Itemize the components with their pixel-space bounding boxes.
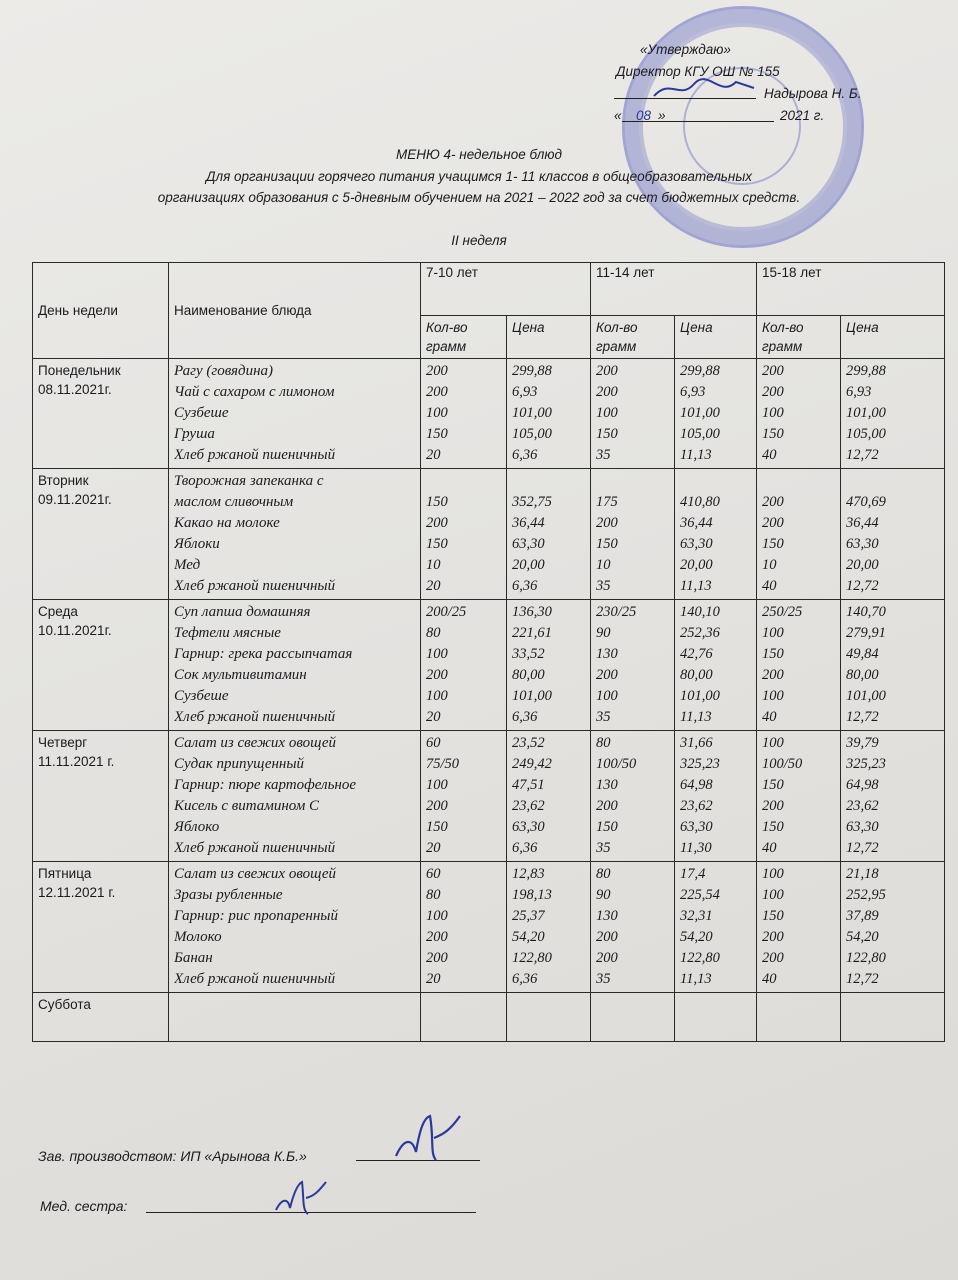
dish-name: Гарнир: грека рассыпчатая [174, 646, 353, 662]
dish-name: Банан [174, 950, 213, 966]
price-7-10-value: 47,51 [512, 777, 545, 793]
qty-7-10-value [426, 471, 501, 492]
price-11-14-value: 17,4 [680, 866, 706, 882]
qty-7-10-value: 20 [426, 709, 441, 725]
qty-11-14-value: 200 [596, 929, 618, 945]
qty-7-10-value: 150 [426, 819, 448, 835]
qty-11-14-value: 80 [596, 866, 611, 882]
price-15-18-value: 252,95 [846, 887, 886, 903]
day-row [33, 731, 945, 862]
price-15-18-value: 37,89 [846, 908, 879, 924]
price-11-14-value: 63,30 [680, 536, 713, 552]
dish-name: Гарнир: пюре картофельное [174, 777, 357, 793]
qty-7-10-value: 100 [426, 405, 448, 421]
price-7-10-value: 36,44 [512, 515, 545, 531]
qty-7-10-value: 150 [426, 536, 448, 552]
day-date: 09.11.2021г. [38, 492, 112, 507]
qty-11-14-value: 100 [596, 688, 618, 704]
dish-name: Зразы рубленные [174, 887, 283, 903]
dish-name: Какао на молоке [174, 515, 280, 531]
qty-15-18-value: 250/25 [762, 604, 803, 620]
price-15-18-value: 12,72 [846, 447, 879, 463]
price-11-14-value: 101,00 [680, 405, 720, 421]
qty-15-18-value: 40 [762, 709, 777, 725]
price-15-18-value: 49,84 [846, 646, 879, 662]
dish-name: Салат из свежих овощей [174, 866, 336, 882]
qty-15-18-value: 200 [762, 950, 784, 966]
qty-15-18-value: 40 [762, 447, 777, 463]
header-age-11-14: 11-14 лет [591, 263, 757, 316]
day-name: Суббота [33, 993, 169, 1042]
empty-cell [507, 993, 591, 1042]
header-qty-7-10: Кол-во грамм [421, 316, 507, 359]
qty-7-10-value: 80 [426, 625, 441, 641]
qty-15-18-value: 200 [762, 798, 784, 814]
price-11-14-value: 36,44 [680, 515, 713, 531]
production-signature [390, 1108, 470, 1168]
price-11-14-cell [675, 359, 757, 469]
price-11-14-value: 105,00 [680, 426, 720, 442]
day-name: Вторник [38, 473, 89, 488]
price-15-18-cell [841, 862, 945, 993]
qty-11-14-value: 35 [596, 840, 611, 856]
menu-title: МЕНЮ 4- недельное блюд [395, 147, 563, 162]
header-dish: Наименование блюда [169, 263, 421, 359]
price-11-14-value [680, 471, 751, 492]
price-7-10-value: 20,00 [512, 557, 545, 573]
price-15-18-value: 63,30 [846, 536, 879, 552]
qty-15-18-value: 100 [762, 866, 784, 882]
price-11-14-value: 64,98 [680, 777, 713, 793]
qty-7-10-value: 80 [426, 887, 441, 903]
price-15-18-value: 64,98 [846, 777, 879, 793]
price-11-14-value: 42,76 [680, 646, 713, 662]
qty-7-10-cell [421, 359, 507, 469]
qty-7-10-value: 150 [426, 494, 448, 510]
qty-15-18-value: 200 [762, 667, 784, 683]
nurse-signature-label: Мед. сестра: [40, 1198, 128, 1214]
price-11-14-value: 140,10 [680, 604, 720, 620]
dish-name: Яблоко [174, 819, 220, 835]
qty-15-18-value: 40 [762, 971, 777, 987]
price-7-10-value: 6,36 [512, 709, 538, 725]
qty-11-14-value: 90 [596, 887, 611, 903]
price-15-18-value: 12,72 [846, 578, 879, 594]
menu-subtitle-2: организациях образования с 5-дневным обучением на 2021 – 2022 год за счет бюджетных средств. [157, 190, 801, 205]
price-11-14-value: 122,80 [680, 950, 720, 966]
price-11-14-value: 32,31 [680, 908, 713, 924]
empty-cell [591, 993, 675, 1042]
dish-list [169, 600, 421, 731]
day-name: Среда [38, 604, 78, 619]
qty-7-10-value: 20 [426, 971, 441, 987]
price-11-14-value: 80,00 [680, 667, 713, 683]
qty-11-14-value: 80 [596, 735, 611, 751]
qty-15-18-value [762, 471, 835, 492]
price-15-18-value: 80,00 [846, 667, 879, 683]
price-7-10-value: 12,83 [512, 866, 545, 882]
dish-name: Хлеб ржаной пшеничный [174, 840, 336, 856]
qty-11-14-value [596, 471, 669, 492]
price-7-10-value: 63,30 [512, 819, 545, 835]
qty-11-14-value: 200 [596, 384, 618, 400]
price-11-14-value: 11,30 [680, 840, 712, 856]
qty-7-10-value: 100 [426, 908, 448, 924]
day-cell [33, 359, 169, 469]
price-15-18-value: 101,00 [846, 405, 886, 421]
qty-11-14-value: 175 [596, 494, 618, 510]
price-7-10-value: 23,52 [512, 735, 545, 751]
price-7-10-value: 6,36 [512, 578, 538, 594]
qty-7-10-value: 200 [426, 667, 448, 683]
qty-7-10-value: 100 [426, 688, 448, 704]
qty-7-10-value: 60 [426, 735, 441, 751]
price-7-10-value: 299,88 [512, 363, 552, 379]
qty-7-10-value: 200 [426, 515, 448, 531]
qty-7-10-cell [421, 600, 507, 731]
dish-list [169, 862, 421, 993]
price-7-10-value: 6,36 [512, 840, 538, 856]
day-name: Четверг [38, 735, 88, 750]
qty-7-10-value: 100 [426, 646, 448, 662]
qty-11-14-value: 35 [596, 709, 611, 725]
day-cell [33, 862, 169, 993]
qty-11-14-value: 150 [596, 819, 618, 835]
price-15-18-value: 36,44 [846, 515, 879, 531]
price-11-14-cell [675, 469, 757, 600]
qty-11-14-value: 90 [596, 625, 611, 641]
qty-15-18-cell [757, 862, 841, 993]
qty-15-18-value: 100 [762, 405, 784, 421]
price-15-18-value [846, 471, 939, 492]
approval-date-open: « [614, 108, 622, 123]
price-15-18-value: 21,18 [846, 866, 879, 882]
price-15-18-cell [841, 359, 945, 469]
dish-name: Яблоки [174, 536, 220, 552]
menu-subtitle-1: Для организации горячего питания учащимся 1- 11 классов в общеобразовательных [205, 169, 753, 184]
qty-11-14-cell [591, 359, 675, 469]
qty-7-10-cell [421, 862, 507, 993]
qty-15-18-value: 150 [762, 646, 784, 662]
price-7-10-cell [507, 731, 591, 862]
header-price-15-18: Цена [841, 316, 945, 359]
price-11-14-cell [675, 731, 757, 862]
qty-7-10-value: 60 [426, 866, 441, 882]
qty-15-18-value: 200 [762, 363, 784, 379]
qty-15-18-value: 150 [762, 777, 784, 793]
price-7-10-value: 33,52 [512, 646, 545, 662]
price-15-18-value: 279,91 [846, 625, 886, 641]
header-price-11-14: Цена [675, 316, 757, 359]
price-11-14-value: 225,54 [680, 887, 720, 903]
dish-name: Мед [174, 557, 201, 573]
price-15-18-value: 325,23 [846, 756, 886, 772]
price-7-10-value: 101,00 [512, 405, 552, 421]
price-7-10-value: 80,00 [512, 667, 545, 683]
price-15-18-value: 20,00 [846, 557, 879, 573]
qty-7-10-value: 150 [426, 426, 448, 442]
price-11-14-value: 11,13 [680, 971, 712, 987]
approval-year: 2021 г. [780, 108, 825, 123]
qty-15-18-value: 200 [762, 384, 784, 400]
qty-7-10-value: 200 [426, 384, 448, 400]
approval-date-day: 08 [636, 108, 652, 123]
price-7-10-value: 105,00 [512, 426, 552, 442]
empty-cell [169, 993, 421, 1042]
price-11-14-value: 20,00 [680, 557, 713, 573]
day-row [33, 359, 945, 469]
price-7-10-value: 6,36 [512, 971, 538, 987]
day-date: 08.11.2021г. [38, 382, 112, 397]
day-cell [33, 469, 169, 600]
qty-15-18-value: 200 [762, 929, 784, 945]
approve-label: «Утверждаю» [640, 42, 731, 57]
price-15-18-value: 12,72 [846, 971, 879, 987]
price-15-18-value: 122,80 [846, 950, 886, 966]
price-15-18-cell [841, 600, 945, 731]
qty-7-10-value: 200 [426, 950, 448, 966]
price-7-10-value: 136,30 [512, 604, 552, 620]
empty-cell [675, 993, 757, 1042]
price-11-14-value: 23,62 [680, 798, 713, 814]
qty-15-18-value: 150 [762, 426, 784, 442]
dish-name: маслом сливочным [174, 494, 294, 510]
dish-name: Хлеб ржаной пшеничный [174, 971, 336, 987]
director-signature [650, 74, 760, 104]
qty-15-18-value: 100/50 [762, 756, 803, 772]
qty-15-18-value: 150 [762, 536, 784, 552]
qty-7-10-value: 200 [426, 363, 448, 379]
day-name: Пятница [38, 866, 92, 881]
qty-15-18-cell [757, 600, 841, 731]
qty-11-14-value: 200 [596, 798, 618, 814]
price-7-10-cell [507, 469, 591, 600]
price-15-18-value: 39,79 [846, 735, 879, 751]
qty-11-14-value: 35 [596, 971, 611, 987]
price-11-14-value: 6,93 [680, 384, 706, 400]
menu-table [32, 262, 945, 1042]
qty-15-18-value: 40 [762, 840, 777, 856]
qty-15-18-value: 10 [762, 557, 777, 573]
day-cell [33, 731, 169, 862]
price-7-10-value: 6,36 [512, 447, 538, 463]
price-15-18-value: 23,62 [846, 798, 879, 814]
price-11-14-value: 101,00 [680, 688, 720, 704]
dish-name: Суп лапша домашняя [174, 604, 311, 620]
dish-name: Молоко [174, 929, 222, 945]
day-date: 12.11.2021 г. [38, 885, 116, 900]
qty-7-10-value: 100 [426, 777, 448, 793]
qty-11-14-value: 200 [596, 950, 618, 966]
dish-name: Гарнир: рис пропаренный [174, 908, 338, 924]
qty-7-10-value: 75/50 [426, 756, 460, 772]
price-7-10-value: 54,20 [512, 929, 545, 945]
qty-15-18-value: 100 [762, 887, 784, 903]
price-11-14-value: 252,36 [680, 625, 720, 641]
qty-11-14-value: 150 [596, 426, 618, 442]
dish-name: Рагу (говядина) [174, 363, 274, 379]
price-15-18-value: 470,69 [846, 494, 886, 510]
price-11-14-value: 11,13 [680, 709, 712, 725]
qty-11-14-value: 35 [596, 447, 611, 463]
price-7-10-value: 122,80 [512, 950, 552, 966]
price-15-18-cell [841, 731, 945, 862]
price-15-18-value: 12,72 [846, 840, 879, 856]
empty-cell [421, 993, 507, 1042]
qty-11-14-value: 35 [596, 578, 611, 594]
qty-11-14-value: 230/25 [596, 604, 637, 620]
qty-11-14-cell [591, 731, 675, 862]
price-11-14-value: 63,30 [680, 819, 713, 835]
price-7-10-value: 198,13 [512, 887, 552, 903]
director-title: Директор КГУ ОШ № 155 [616, 64, 780, 79]
qty-11-14-value: 10 [596, 557, 611, 573]
qty-7-10-cell [421, 731, 507, 862]
price-7-10-value: 352,75 [512, 494, 552, 510]
dish-name: Хлеб ржаной пшеничный [174, 447, 336, 463]
qty-15-18-value: 150 [762, 819, 784, 835]
qty-11-14-value: 200 [596, 667, 618, 683]
production-signature-label: Зав. производством: ИП «Арынова К.Б.» [38, 1148, 307, 1164]
qty-11-14-cell [591, 469, 675, 600]
qty-7-10-value: 20 [426, 447, 441, 463]
empty-cell [757, 993, 841, 1042]
price-15-18-value: 105,00 [846, 426, 886, 442]
qty-11-14-value: 100/50 [596, 756, 637, 772]
dish-name: Салат из свежих овощей [174, 735, 336, 751]
price-7-10-cell [507, 359, 591, 469]
header-qty-15-18: Кол-во грамм [757, 316, 841, 359]
header-qty-11-14: Кол-во грамм [591, 316, 675, 359]
price-7-10-value: 63,30 [512, 536, 545, 552]
header-day: День недели [33, 263, 169, 359]
qty-15-18-value: 200 [762, 515, 784, 531]
price-15-18-value: 54,20 [846, 929, 879, 945]
qty-7-10-value: 20 [426, 840, 441, 856]
price-15-18-value: 101,00 [846, 688, 886, 704]
qty-11-14-value: 200 [596, 363, 618, 379]
price-15-18-value: 63,30 [846, 819, 879, 835]
dish-list [169, 359, 421, 469]
price-11-14-cell [675, 600, 757, 731]
price-7-10-value: 25,37 [512, 908, 545, 924]
qty-11-14-value: 150 [596, 536, 618, 552]
price-7-10-value: 6,93 [512, 384, 538, 400]
dish-name: Хлеб ржаной пшеничный [174, 709, 336, 725]
qty-15-18-value: 100 [762, 688, 784, 704]
price-15-18-value: 12,72 [846, 709, 879, 725]
qty-15-18-value: 40 [762, 578, 777, 594]
qty-15-18-cell [757, 359, 841, 469]
qty-7-10-value: 200 [426, 929, 448, 945]
qty-15-18-value: 200 [762, 494, 784, 510]
dish-name: Хлеб ржаной пшеничный [174, 578, 336, 594]
qty-7-10-value: 20 [426, 578, 441, 594]
approval-date-close: » [658, 108, 666, 123]
price-7-10-value: 221,61 [512, 625, 552, 641]
price-7-10-value: 23,62 [512, 798, 545, 814]
qty-15-18-value: 100 [762, 625, 784, 641]
dish-name: Творожная запеканка с [174, 473, 324, 489]
day-name: Понедельник [38, 363, 121, 378]
header-age-7-10: 7-10 лет [421, 263, 591, 316]
price-11-14-value: 31,66 [680, 735, 713, 751]
price-7-10-value: 249,42 [512, 756, 552, 772]
week-label: II неделя [451, 233, 507, 248]
qty-11-14-value: 100 [596, 405, 618, 421]
price-7-10-value [512, 471, 585, 492]
dish-list [169, 469, 421, 600]
nurse-signature [272, 1176, 332, 1220]
director-name: Надырова Н. Б. [764, 86, 862, 101]
price-11-14-value: 325,23 [680, 756, 720, 772]
price-11-14-value: 410,80 [680, 494, 720, 510]
qty-7-10-value: 200 [426, 798, 448, 814]
approval-date-line [622, 121, 774, 122]
qty-15-18-cell [757, 731, 841, 862]
qty-15-18-value: 100 [762, 735, 784, 751]
qty-7-10-value: 10 [426, 557, 441, 573]
qty-7-10-value: 200/25 [426, 604, 467, 620]
qty-11-14-value: 200 [596, 515, 618, 531]
dish-list [169, 731, 421, 862]
qty-11-14-cell [591, 600, 675, 731]
qty-7-10-cell [421, 469, 507, 600]
dish-name: Груша [174, 426, 215, 442]
day-row [33, 862, 945, 993]
qty-11-14-value: 130 [596, 646, 618, 662]
price-15-18-cell [841, 469, 945, 600]
header-price-7-10: Цена [507, 316, 591, 359]
price-11-14-value: 11,13 [680, 578, 712, 594]
price-15-18-value: 299,88 [846, 363, 886, 379]
dish-name: Чай с сахаром с лимоном [174, 384, 335, 400]
price-7-10-cell [507, 862, 591, 993]
price-7-10-value: 101,00 [512, 688, 552, 704]
day-row [33, 469, 945, 600]
day-date: 10.11.2021г. [38, 623, 112, 638]
day-date: 11.11.2021 г. [38, 754, 115, 769]
price-15-18-value: 140,70 [846, 604, 886, 620]
price-15-18-value: 6,93 [846, 384, 872, 400]
dish-name: Сок мультивитамин [174, 667, 307, 683]
price-7-10-cell [507, 600, 591, 731]
day-row-saturday [33, 993, 945, 1042]
price-11-14-value: 11,13 [680, 447, 712, 463]
dish-name: Сузбеше [174, 405, 229, 421]
header-age-15-18: 15-18 лет [757, 263, 945, 316]
qty-15-18-cell [757, 469, 841, 600]
dish-name: Тефтели мясные [174, 625, 281, 641]
dish-name: Кисель с витамином С [174, 798, 320, 814]
empty-cell [841, 993, 945, 1042]
qty-15-18-value: 150 [762, 908, 784, 924]
price-11-14-value: 299,88 [680, 363, 720, 379]
qty-11-14-value: 130 [596, 777, 618, 793]
price-11-14-value: 54,20 [680, 929, 713, 945]
day-cell [33, 600, 169, 731]
day-row [33, 600, 945, 731]
price-11-14-cell [675, 862, 757, 993]
qty-11-14-cell [591, 862, 675, 993]
dish-name: Судак припущенный [174, 756, 305, 772]
qty-11-14-value: 130 [596, 908, 618, 924]
dish-name: Сузбеше [174, 688, 229, 704]
